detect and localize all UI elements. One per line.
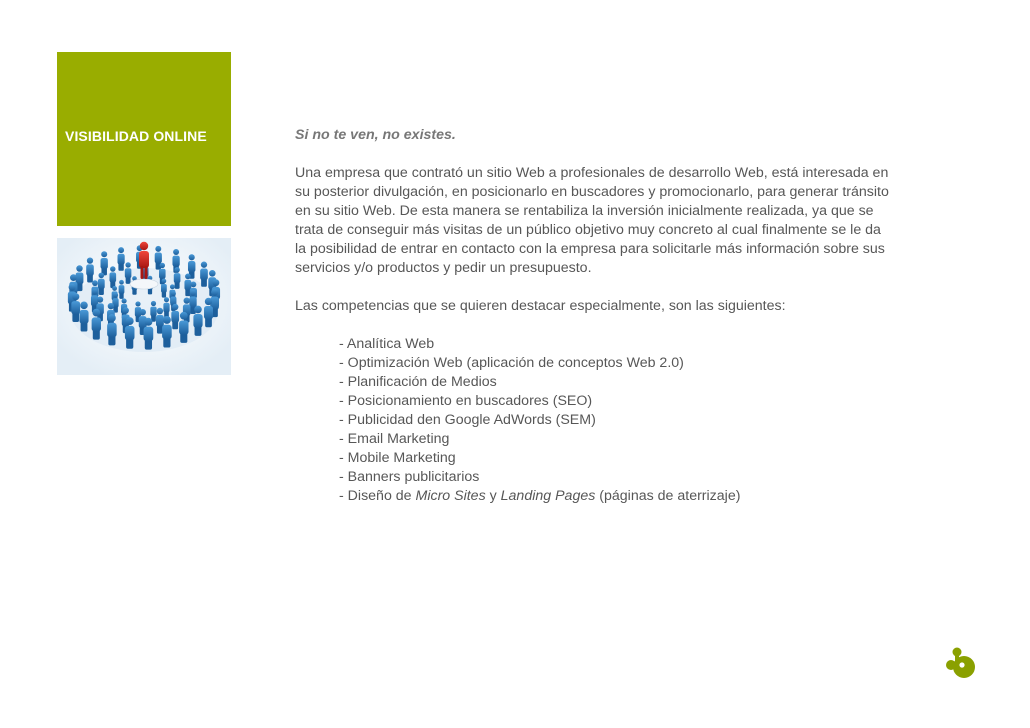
list-item-suffix: (páginas de aterrizaje)	[595, 488, 741, 504]
list-item: - Optimización Web (aplicación de conceptos Web 2.0)	[339, 355, 684, 371]
list-item: - Planificación de Medios	[339, 374, 497, 390]
crowd-figure	[71, 293, 80, 322]
content-area	[295, 126, 895, 506]
crowd-figure	[113, 293, 119, 313]
list-item-prefix: - Diseño de	[339, 488, 416, 504]
list-item: - Analítica Web	[339, 336, 435, 352]
section-title: VISIBILIDAD ONLINE	[65, 128, 207, 144]
list-item: - Email Marketing	[339, 431, 450, 447]
competencias-list	[295, 335, 895, 506]
crowd-figure	[179, 312, 188, 343]
crowd-figure	[150, 301, 156, 322]
crowd-figure	[161, 279, 167, 298]
crowd-figure	[86, 257, 94, 282]
intro-paragraph: Una empresa que contrató un sitio Web a profesionales de desarrollo Web, está interesada en su posterior divulgación, en posicionarlo en buscadores y promocionarlo, para generar tránsito en su sitio Web. De esta manera se rentabiliza la inversión inicialmente realizada, ya que se trata de conseguir más visitas de un público objetivo muy concreto al cual finalmente se le da la posibilidad de entrar en contacto con la empresa para solicitarle más información sobre sus servicios y/o productos y pedir un presupuesto.	[295, 165, 889, 276]
competencias-lead: Las competencias que se quieren destacar especialmente, son las siguientes:	[295, 298, 786, 314]
crowd-figure	[204, 298, 213, 327]
crowd-figure	[101, 251, 108, 275]
crowd-figure	[119, 280, 125, 299]
list-item: - Publicidad den Google AdWords (SEM)	[339, 412, 596, 428]
crowd-figure	[92, 309, 101, 340]
brand-logo-icon	[944, 646, 978, 680]
crowd-figure	[174, 267, 181, 289]
tagline: Si no te ven, no existes.	[295, 127, 456, 143]
crowd-figure	[79, 302, 88, 332]
crowd-figure	[109, 266, 116, 288]
crowd-figure	[144, 318, 154, 350]
crowd-figure	[125, 317, 135, 349]
crowd-figure	[162, 316, 172, 348]
list-item: - Posicionamiento en buscadores (SEO)	[339, 393, 593, 409]
crowd-figure	[171, 304, 179, 330]
list-item-last	[339, 487, 895, 506]
crowd-figure	[125, 262, 132, 284]
list-item: - Banners publicitarios	[339, 469, 480, 485]
list-item-em-micro-sites: Micro Sites	[415, 488, 486, 504]
crowd-figure	[98, 273, 105, 295]
crowd-figure	[193, 306, 202, 336]
people-crowd-leader-icon	[57, 238, 231, 375]
list-item-em-landing-pages: Landing Pages	[500, 488, 596, 504]
list-item-middle: y	[485, 488, 501, 504]
crowd-figure	[200, 262, 208, 287]
crowd-figure	[163, 297, 169, 318]
crowd-figure	[107, 314, 117, 345]
crowd-figure	[118, 247, 125, 271]
list-item: - Mobile Marketing	[339, 450, 456, 466]
